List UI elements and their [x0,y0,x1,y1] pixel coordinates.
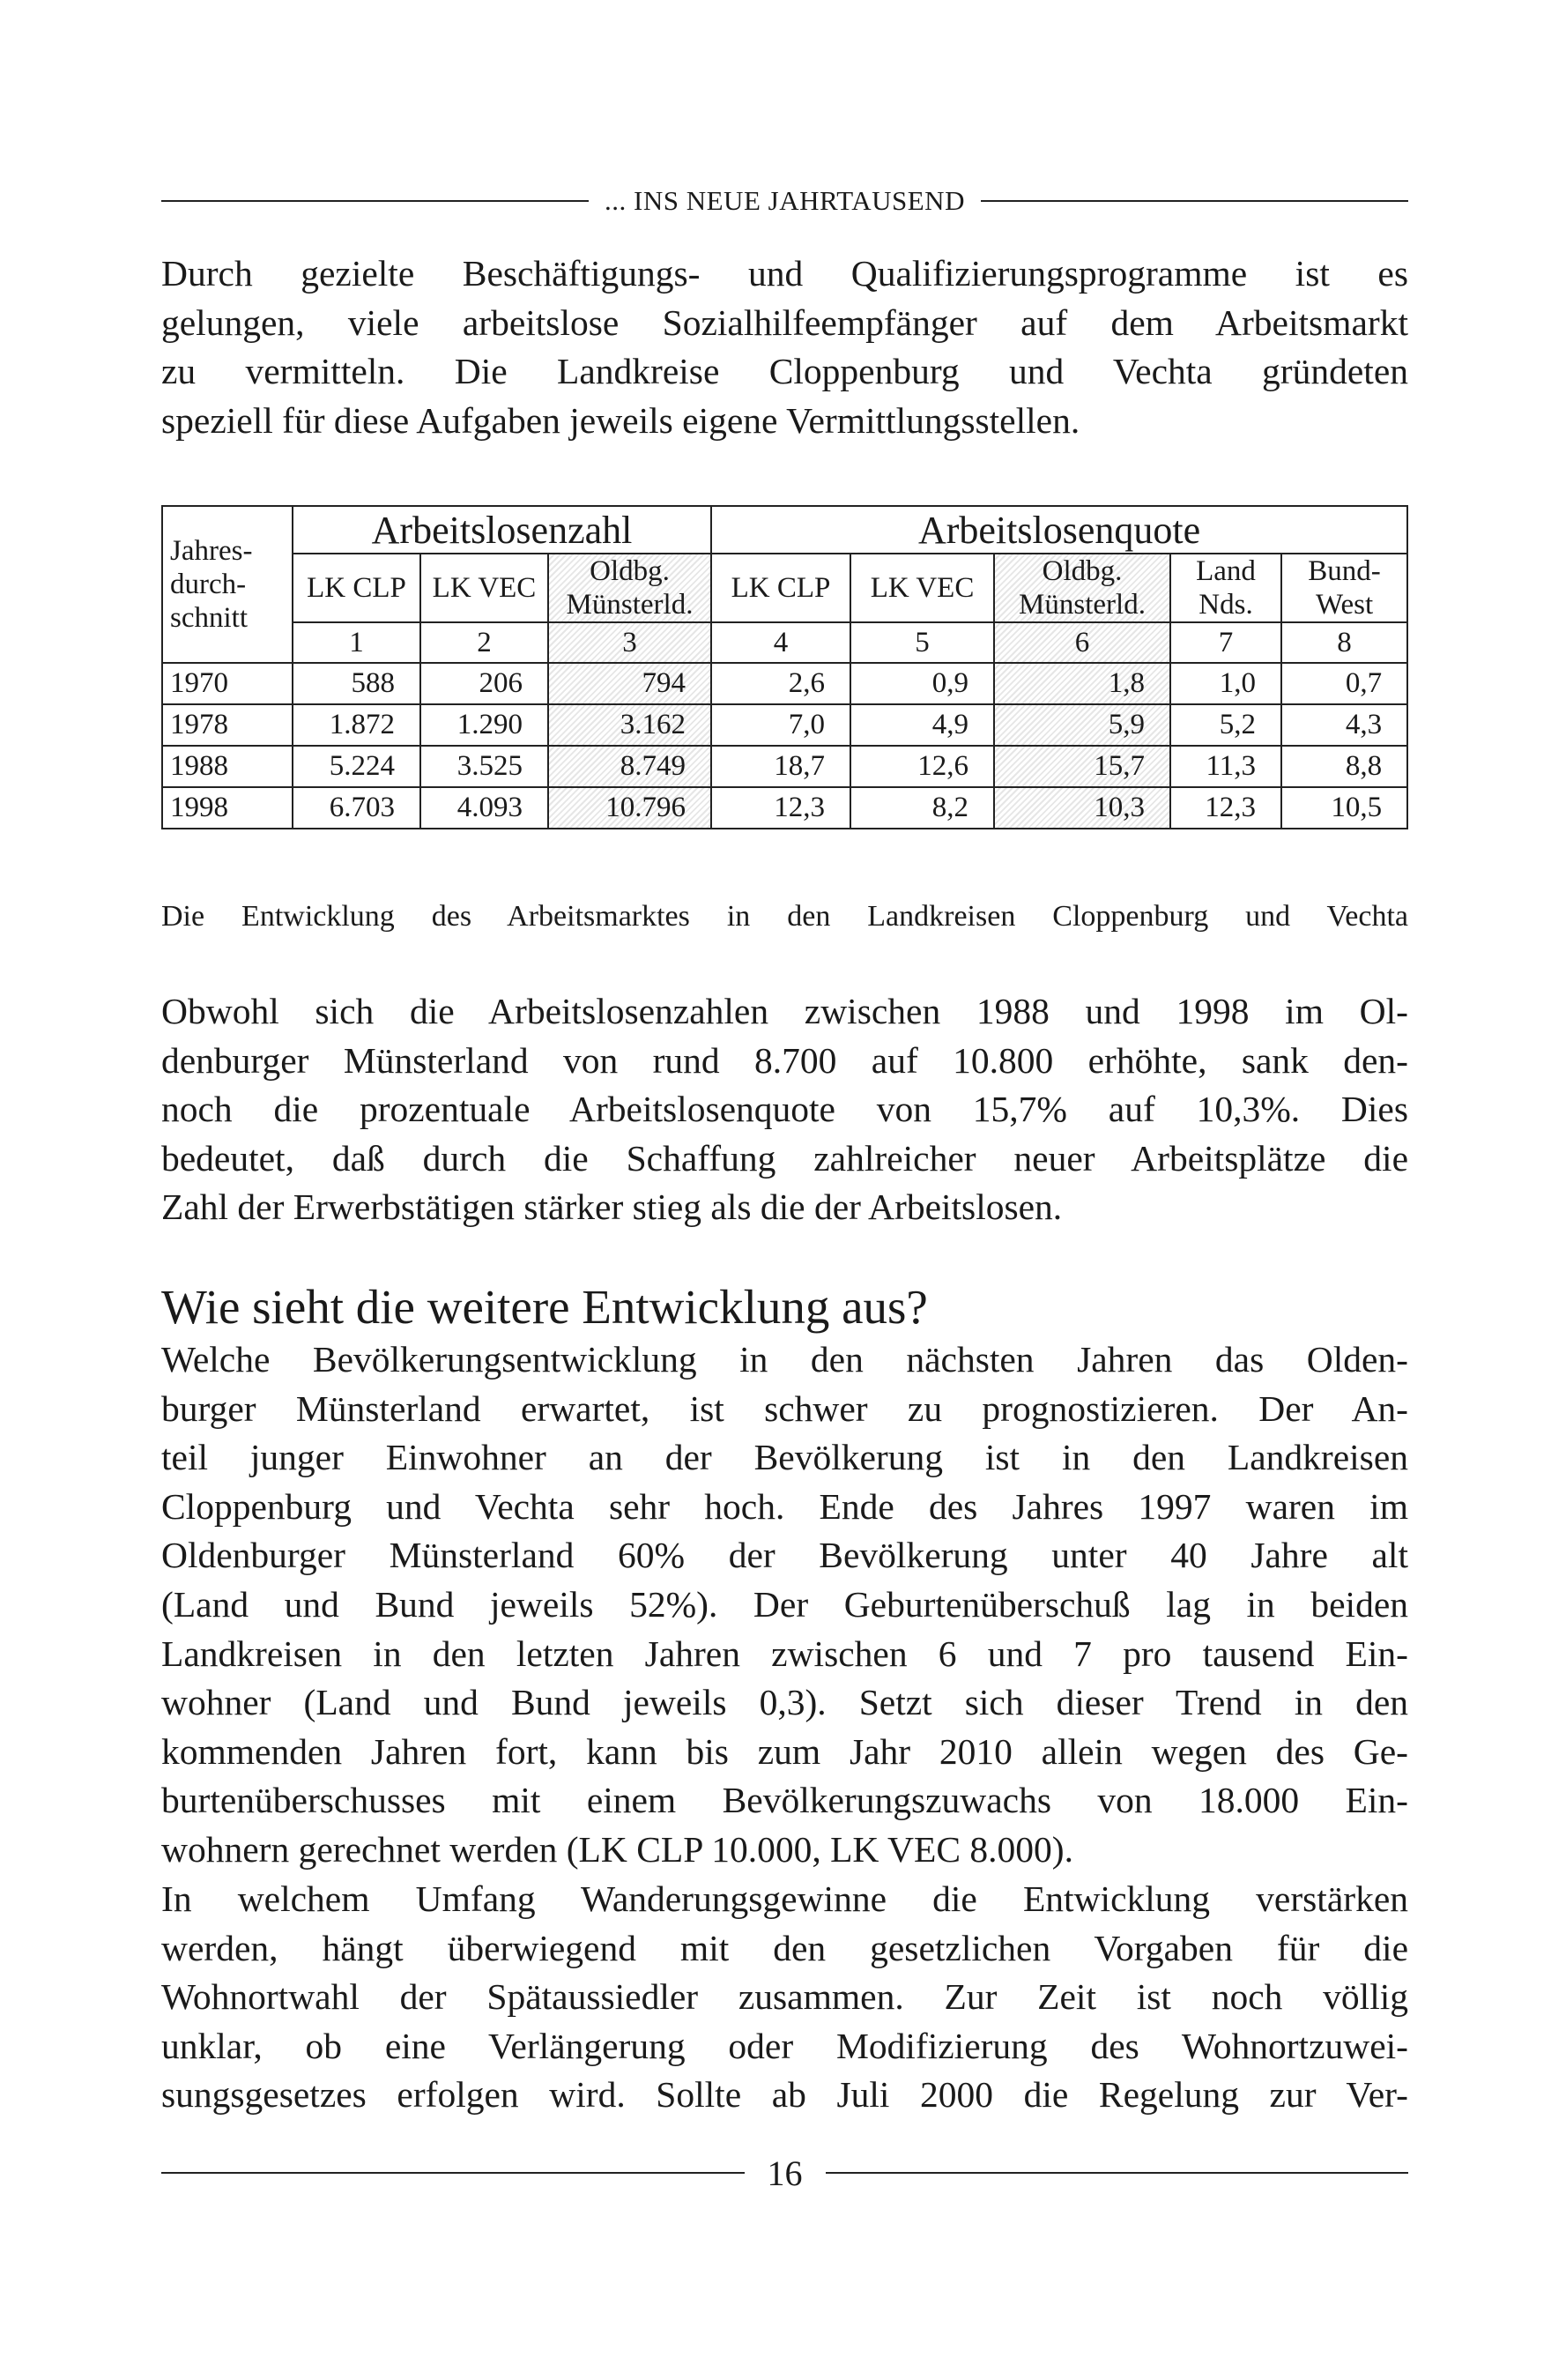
running-head-rule-left [161,200,589,202]
footer-rule-right [826,2172,1409,2174]
value-cell: 4,3 [1281,704,1407,746]
column-header: LK VEC [850,554,994,622]
column-number: 2 [420,622,548,663]
value-cell: 5,2 [1170,704,1281,746]
value-cell: 3.162 [548,704,711,746]
value-cell: 2,6 [711,663,850,704]
value-cell: 588 [293,663,420,704]
value-cell: 4,9 [850,704,994,746]
year-cell: 1988 [162,746,293,787]
text-line: burger Münsterland erwartet, ist schwer zu prognostizieren. Der An- [161,1387,1408,1429]
section-heading: Wie sieht die weitere Entwicklung aus? [161,1280,928,1334]
page-number: 16 [767,2153,803,2193]
value-cell: 1,8 [994,663,1170,704]
unemployment-table [161,505,1408,829]
value-cell: 18,7 [711,746,850,787]
value-cell: 5,9 [994,704,1170,746]
column-number: 8 [1281,622,1407,663]
group-header-arbeitslosenquote: Arbeitslosenquote [711,506,1407,554]
paragraph-population [161,1335,1408,1875]
paragraph-unemployment [161,987,1408,1232]
text-line: (Land und Bund jeweils 52%). Der Geburtenüberschuß lag in beiden [161,1583,1408,1625]
text-line: Wohnortwahl der Spätaussiedler zusammen. Zur Zeit ist noch völlig [161,1976,1408,2018]
value-cell: 15,7 [994,746,1170,787]
column-header: Land Nds. [1170,554,1281,622]
year-cell: 1970 [162,663,293,704]
year-cell: 1978 [162,704,293,746]
text-line: teil junger Einwohner an der Bevölkerung ist in den Landkreisen [161,1437,1408,1478]
text-line: bedeutet, daß durch die Schaffung zahlreicher neuer Arbeitsplätze die [161,1137,1408,1179]
column-header: LK CLP [293,554,420,622]
column-number: 3 [548,622,711,663]
value-cell: 12,3 [1170,787,1281,829]
table-row [162,787,1407,829]
year-cell: 1998 [162,787,293,829]
column-header: Oldbg. Münsterld. [994,554,1170,622]
column-number: 6 [994,622,1170,663]
footer-rule-left [161,2172,745,2174]
text-line: Landkreisen in den letzten Jahren zwischen 6 und 7 pro tausend Ein- [161,1633,1408,1674]
group-header-arbeitslosenzahl: Arbeitslosenzahl [293,506,711,554]
value-cell: 7,0 [711,704,850,746]
value-cell: 6.703 [293,787,420,829]
text-line: sungsgesetzes erfolgen wird. Sollte ab Juli 2000 die Regelung zur Ver- [161,2074,1408,2116]
column-header: Oldbg. Münsterld. [548,554,711,622]
column-number: 5 [850,622,994,663]
text-line: zu vermitteln. Die Landkreise Cloppenburg und Vechta gründeten [161,351,1408,392]
value-cell: 1,0 [1170,663,1281,704]
value-cell: 3.525 [420,746,548,787]
value-cell: 206 [420,663,548,704]
text-line: unklar, ob eine Verlängerung oder Modifizierung des Wohnortzuwei- [161,2025,1408,2066]
text-line: Durch gezielte Beschäftigungs- und Qualifizierungsprogramme ist es [161,253,1408,294]
table-row [162,663,1407,704]
value-cell: 1.872 [293,704,420,746]
column-header: LK CLP [711,554,850,622]
value-cell: 11,3 [1170,746,1281,787]
text-line: noch die prozentuale Arbeitslosenquote von 15,7% auf 10,3%. Dies [161,1089,1408,1130]
page-footer [161,2151,1408,2195]
paragraph-migration [161,1875,1408,2120]
text-line: wohner (Land und Bund jeweils 0,3). Setzt sich dieser Trend in den [161,1682,1408,1723]
running-head [161,185,1408,217]
value-cell: 8.749 [548,746,711,787]
table-row [162,704,1407,746]
text-line: Zahl der Erwerbstätigen stärker stieg als die der Arbeitslosen. [161,1186,1063,1228]
text-line: Cloppenburg und Vechta sehr hoch. Ende des Jahres 1997 waren im [161,1485,1408,1527]
column-number: 4 [711,622,850,663]
intro-paragraph [161,249,1408,445]
column-number: 7 [1170,622,1281,663]
value-cell: 0,9 [850,663,994,704]
text-line: Oldenburger Münsterland 60% der Bevölkerung unter 40 Jahre alt [161,1535,1408,1576]
column-number: 1 [293,622,420,663]
value-cell: 0,7 [1281,663,1407,704]
value-cell: 4.093 [420,787,548,829]
text-line: werden, hängt überwiegend mit den gesetzlichen Vorgaben für die [161,1927,1408,1968]
running-head-title: ... INS NEUE JAHRTAUSEND [605,185,965,216]
value-cell: 8,8 [1281,746,1407,787]
text-line: In welchem Umfang Wanderungsgewinne die Entwicklung verstärken [161,1878,1408,1919]
value-cell: 10,3 [994,787,1170,829]
value-cell: 5.224 [293,746,420,787]
text-line: gelungen, viele arbeitslose Sozialhilfeempfänger auf dem Arbeitsmarkt [161,301,1408,343]
value-cell: 794 [548,663,711,704]
table-row [162,746,1407,787]
text-line: Obwohl sich die Arbeitslosenzahlen zwischen 1988 und 1998 im Ol- [161,991,1408,1031]
row-header-jahresdurchschnitt: Jahres- durch- schnitt [162,506,293,663]
text-line: speziell für diese Aufgaben jeweils eigene Vermittlungsstellen. [161,399,1080,441]
value-cell: 10.796 [548,787,711,829]
text-line: kommenden Jahren fort, kann bis zum Jahr 2010 allein wegen des Ge- [161,1730,1408,1772]
running-head-rule-right [981,200,1408,202]
text-line: denburger Münsterland von rund 8.700 auf 10.800 erhöhte, sank den- [161,1039,1408,1081]
text-line: burtenüberschusses mit einem Bevölkerungszuwachs von 18.000 Ein- [161,1780,1408,1821]
value-cell: 12,3 [711,787,850,829]
value-cell: 8,2 [850,787,994,829]
value-cell: 12,6 [850,746,994,787]
text-line: Welche Bevölkerungsentwicklung in den nächsten Jahren das Olden- [161,1339,1408,1380]
table-caption: Die Entwicklung des Arbeitsmarktes in den Landkreisen Cloppenburg und Vechta [161,900,1408,933]
column-header: Bund- West [1281,554,1407,622]
column-header: LK VEC [420,554,548,622]
value-cell: 10,5 [1281,787,1407,829]
value-cell: 1.290 [420,704,548,746]
text-line: wohnern gerechnet werden (LK CLP 10.000, LK VEC 8.000). [161,1828,1073,1870]
